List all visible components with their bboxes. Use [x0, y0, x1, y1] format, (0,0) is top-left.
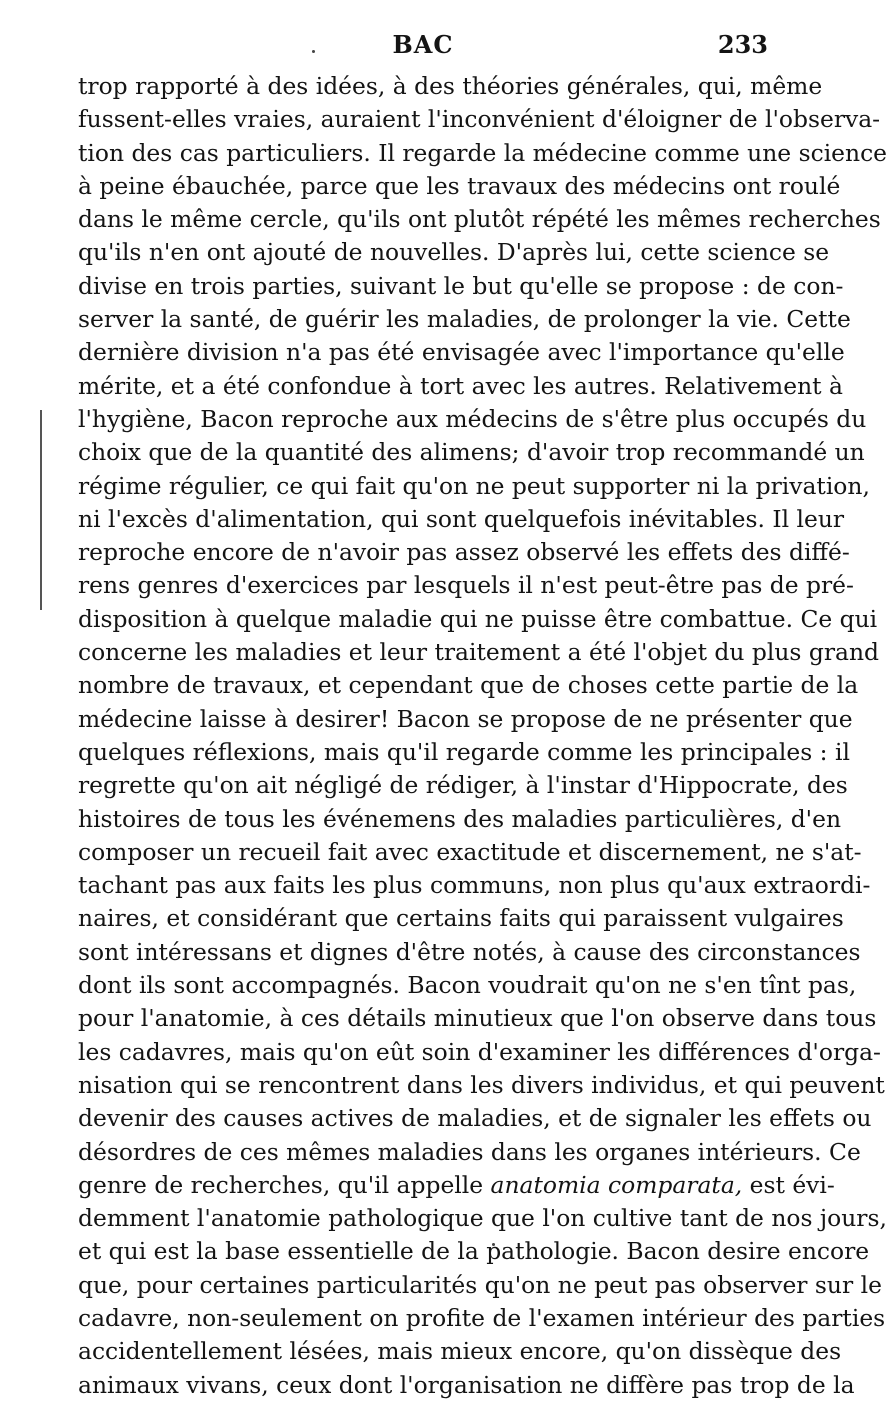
text-line: désordres de ces mêmes maladies dans les organes intérieurs. Ce — [78, 1137, 861, 1166]
italic-term: anatomia comparata, — [490, 1170, 743, 1199]
text-line: divise en trois parties, suivant le but qu'elle se propose : de con- — [78, 271, 844, 300]
text-line: sont intéressans et dignes d'être notés, à cause des circonstances — [78, 937, 861, 966]
text-line: reproche encore de n'avoir pas assez observé les effets des diffé- — [78, 538, 850, 567]
text-line-with-italic — [78, 1169, 835, 1202]
text-line: tachant pas aux faits les plus communs, non plus qu'aux extraordi- — [78, 871, 871, 900]
text-line: quelques réflexions, mais qu'il regarde comme les principales : il — [78, 737, 850, 766]
text-line: mérite, et a été confondue à tort avec les autres. Relativement à — [78, 371, 843, 400]
stray-dot-mark — [312, 50, 315, 53]
text-line: dernière division n'a pas été envisagée avec l'importance qu'elle — [78, 338, 845, 367]
text-line: rens genres d'exercices par lesquels il n'est peut-être pas de pré- — [78, 571, 854, 600]
text-line: l'hygiène, Bacon reproche aux médecins de s'être plus occupés du — [78, 404, 867, 433]
text-line: régime régulier, ce qui fait qu'on ne peut supporter ni la privation, — [78, 471, 870, 500]
text-line: dans le même cercle, qu'ils ont plutôt répété les mêmes recherches — [78, 205, 881, 234]
text-line: et qui est la base essentielle de la pathologie. Bacon desire encore — [78, 1237, 870, 1266]
text-line: ni l'excès d'alimentation, qui sont quelquefois inévitables. Il leur — [78, 504, 845, 533]
text-line: server la santé, de guérir les maladies, de prolonger la vie. Cette — [78, 305, 851, 334]
running-head — [78, 30, 768, 66]
body-text — [78, 70, 887, 1402]
text-line: dont ils sont accompagnés. Bacon voudrait qu'on ne s'en tînt pas, — [78, 971, 857, 1000]
text-line: nombre de travaux, et cependant que de choses cette partie de la — [78, 671, 859, 700]
text-line: histoires de tous les événemens des maladies particulières, d'en — [78, 804, 842, 833]
running-title: BAC — [392, 30, 454, 59]
margin-line-mark — [40, 410, 42, 610]
text-line: trop rapporté à des idées, à des théories générales, qui, même — [78, 72, 823, 100]
page-number: 233 — [717, 30, 768, 59]
line-segment: est évi- — [742, 1170, 835, 1199]
text-line: concerne les maladies et leur traitement a été l'objet du plus grand — [78, 638, 879, 667]
text-line: demment l'anatomie pathologique que l'on cultive tant de nos jours, — [78, 1204, 887, 1233]
text-line: regrette qu'on ait négligé de rédiger, à l'instar d'Hippocrate, des — [78, 771, 848, 800]
text-line: qu'ils n'en ont ajouté de nouvelles. D'après lui, cette science se — [78, 238, 830, 267]
text-line: devenir des causes actives de maladies, et de signaler les effets ou — [78, 1104, 872, 1133]
text-line: composer un recueil fait avec exactitude et discernement, ne s'at- — [78, 837, 862, 866]
text-line: les cadavres, mais qu'on eût soin d'examiner les différences d'orga- — [78, 1037, 881, 1066]
text-line: pour l'anatomie, à ces détails minutieux que l'on observe dans tous — [78, 1004, 877, 1033]
text-line: à peine ébauchée, parce que les travaux des médecins ont roulé — [78, 171, 841, 200]
text-line: que, pour certaines particularités qu'on ne peut pas observer sur le — [78, 1270, 882, 1299]
text-line: médecine laisse à desirer! Bacon se propose de ne présenter que — [78, 704, 853, 733]
text-line: cadavre, non-seulement on profite de l'examen intérieur des parties — [78, 1303, 886, 1332]
text-line: disposition à quelque maladie qui ne puisse être combattue. Ce qui — [78, 604, 878, 633]
text-line: accidentellement lésées, mais mieux encore, qu'on dissèque des — [78, 1337, 842, 1366]
text-line: naires, et considérant que certains faits qui paraissent vulgaires — [78, 904, 844, 933]
text-line: choix que de la quantité des alimens; d'avoir trop recommandé un — [78, 438, 865, 467]
text-line: nisation qui se rencontrent dans les divers individus, et qui peuvent — [78, 1070, 885, 1099]
text-line: fussent-elles vraies, auraient l'inconvénient d'éloigner de l'observa- — [78, 105, 881, 134]
text-line: animaux vivans, ceux dont l'organisation ne diffère pas trop de la — [78, 1370, 855, 1399]
line-segment: genre de recherches, qu'il appelle — [78, 1170, 491, 1199]
text-line: tion des cas particuliers. Il regarde la médecine comme une science — [78, 138, 887, 167]
